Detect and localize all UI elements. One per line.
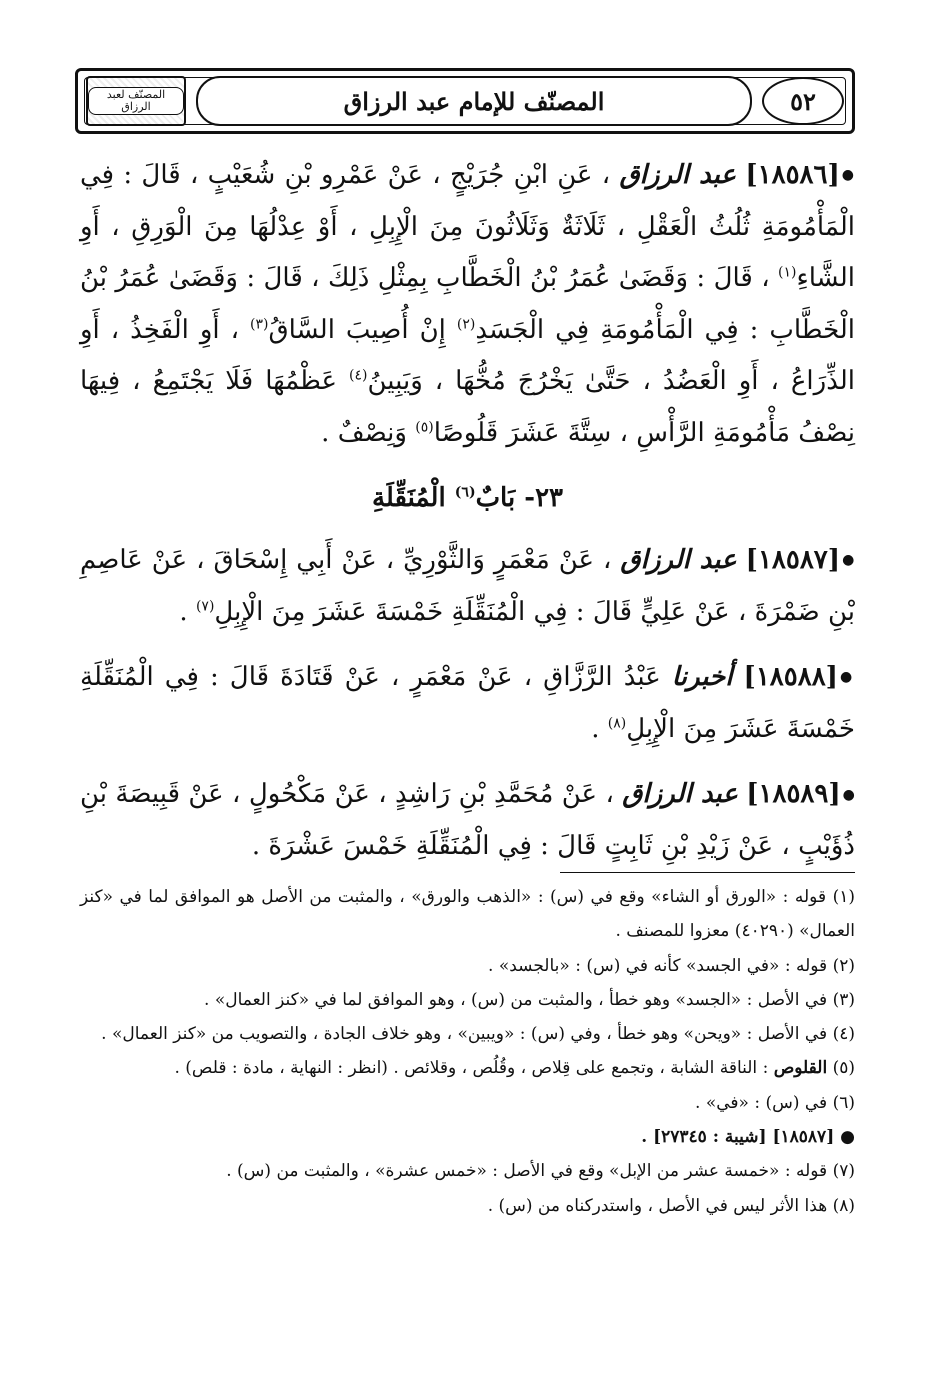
hadith-18586: [80, 150, 855, 459]
hadith-author: عبد الرزاق: [620, 544, 737, 575]
hadith-author: عبد الرزاق: [619, 160, 737, 190]
hadith-ref: [١٨٥٨٨]: [743, 662, 838, 692]
hadith-text: ، أَوِ الْفَخِذُ ، أَوِ الذِّرَاعُ ، أَوِ الْعَضُدُ ، حَتَّىٰ يَخْرُجَ مُخُّهَا ، وَيَبِينُ: [80, 314, 855, 397]
section-number: ٢٣-: [524, 483, 563, 514]
ornament-badge: [86, 76, 186, 126]
hadith-text: .: [591, 713, 600, 744]
hadith-18589: [80, 769, 855, 872]
hadith-text: عَبْدُ الرَّزَّاقِ ، عَنْ مَعْمَرٍ ، عَنْ قَتَادَةَ قَالَ : فِي الْمُنَقِّلَةِ خَمْسَةَ عَشَرَ مِنَ الْإِبِلِ: [80, 662, 855, 744]
page-number: ٥٢: [762, 77, 844, 125]
footnotes: [80, 880, 855, 1223]
source-ref-text: [١٨٥٨٧] [شيبة : ٢٧٣٤٥] .: [641, 1127, 835, 1148]
hadith-18587: [80, 535, 855, 638]
hadith-author: أخبرنا: [671, 662, 733, 692]
footnote-term: القلوص: [773, 1058, 828, 1079]
footnote-4: (٤) في الأصل : «ويحن» وهو خطأ ، وفي (س) : «ويبين» ، وهو خلاف الجادة ، والتصويب من «كنز العمال» .: [101, 1024, 855, 1045]
section-label: بَابٌ: [475, 483, 516, 514]
hadith-ref: [١٨٥٨٩]: [746, 779, 841, 810]
hadith-author: عبد الرزاق: [622, 779, 738, 810]
footnote-marker[interactable]: (٣): [250, 316, 269, 333]
footnote-marker[interactable]: (٤): [349, 367, 368, 384]
page-header: [75, 68, 855, 134]
section-title: الْمُنَقِّلَةِ: [371, 483, 446, 514]
hadith-text: إِنْ أُصِيبَ السَّاقُ: [268, 314, 446, 345]
hadith-text: ، قَالَ : وَقَضَىٰ عُمَرُ بْنُ الْخَطَّابِ بِمِثْلِ ذَلِكَ ، قَالَ : وَقَضَىٰ عُمَرُ بْنُ الْخَطَّابِ : فِي الْمَأْمُومَةِ فِي الْجَسَدِ: [80, 263, 856, 345]
ornament-text: المصنّف لعبد الرزاق: [88, 87, 184, 115]
hadith-ref: [١٨٥٨٧]: [745, 544, 841, 575]
hadith-text: ، عَنْ مُحَمَّدِ بْنِ رَاشِدٍ ، عَنْ مَكْحُولٍ ، عَنْ قَبِيصَةَ بْنِ ذُؤَيْبٍ ، عَنْ زَيْدِ بْنِ ثَابِتٍ قَالَ : فِي الْمُنَقِّلَةِ خَمْسَ عَشْرَةَ .: [80, 779, 855, 861]
bullet-icon: ●: [839, 669, 856, 686]
hadith-text: ، عَنْ مَعْمَرٍ وَالثَّوْرِيِّ ، عَنْ أَبِي إِسْحَاقَ ، عَنْ عَاصِمِ بْنِ ضَمْرَةَ ، عَنْ عَلِيٍّ قَالَ : فِي الْمُنَقِّلَةِ خَمْسَةَ عَشَرَ مِنَ الْإِبِلِ: [80, 544, 855, 627]
hadith-text: ، عَنِ ابْنِ جُرَيْجٍ ، عَنْ عَمْرِو بْنِ شُعَيْبٍ ، قَالَ : فِي الْمَأْمُومَةِ ثُلُثُ الْعَقْلِ ، ثَلَاثَةٌ وَثَلَاثُونَ مِنَ الْإِبِلِ ، أَوْ عِدْلُهَا مِنَ الْوَرِقِ ، أَوِ الشَّاءِ: [80, 160, 856, 294]
footnote-marker[interactable]: (٦): [454, 484, 476, 501]
footnote-2: (٢) قوله : «في الجسد» كأنه في (س) : «بالجسد» .: [488, 955, 855, 976]
bullet-icon: ●: [840, 1127, 855, 1148]
footnote-8: (٨) هذا الأثر ليس في الأصل ، واستدركناه من (س) .: [487, 1195, 855, 1216]
hadith-text: .: [179, 596, 188, 627]
footnote-3: (٣) في الأصل : «الجسد» وهو خطأ ، والمثبت من (س) ، وهو الموافق لما في «كنز العمال» .: [204, 989, 855, 1010]
hadith-ref: [١٨٥٨٦]: [745, 160, 840, 190]
bullet-icon: ●: [841, 167, 856, 184]
hadith-text: عَظْمُهَا فَلَا يَجْتَمِعُ ، فِيهَا نِصْفُ مَأْمُومَةِ الرَّأْسِ ، سِتَّةَ عَشَرَ قَلُوصًا: [80, 366, 855, 448]
footnote-divider: [560, 872, 855, 873]
footnote-1: (١) قوله : «الورق أو الشاء» وقع في (س) : «الذهب والورق» ، والمثبت من الأصل هو الموافق لما في «كنز العمال» (٤٠٢٩٠) معزوا للمصنف .: [80, 887, 855, 942]
footnote-5: [80, 1051, 855, 1085]
book-title: المصنّف للإمام عبد الرزاق: [196, 76, 752, 126]
hadith-18588: [80, 652, 855, 755]
footnote-6: (٦) في (س) : «في» .: [695, 1092, 855, 1113]
bullet-icon: ●: [842, 552, 856, 568]
footnote-number: (٥): [832, 1058, 855, 1079]
footnote-marker[interactable]: (٢): [456, 316, 476, 333]
footnote-marker[interactable]: (٥): [415, 419, 434, 436]
footnote-7: (٧) قوله : «خمسة عشر من الإبل» وقع في الأصل : «خمس عشرة» ، والمثبت من (س) .: [226, 1161, 855, 1182]
footnote-marker[interactable]: (٧): [195, 597, 215, 614]
footnote-marker[interactable]: (١): [778, 264, 797, 281]
footnote-marker[interactable]: (٨): [607, 715, 627, 732]
bullet-icon: ●: [842, 786, 855, 803]
main-text: [80, 150, 855, 873]
hadith-text: وَنِصْفٌ .: [321, 417, 407, 448]
section-heading: [80, 473, 855, 525]
footnote-source-ref: [80, 1120, 855, 1154]
footnote-text: : الناقة الشابة ، وتجمع على قِلاص ، وقُلُص ، وقلائص . (انظر : النهاية ، مادة : قلص) .: [174, 1058, 769, 1079]
